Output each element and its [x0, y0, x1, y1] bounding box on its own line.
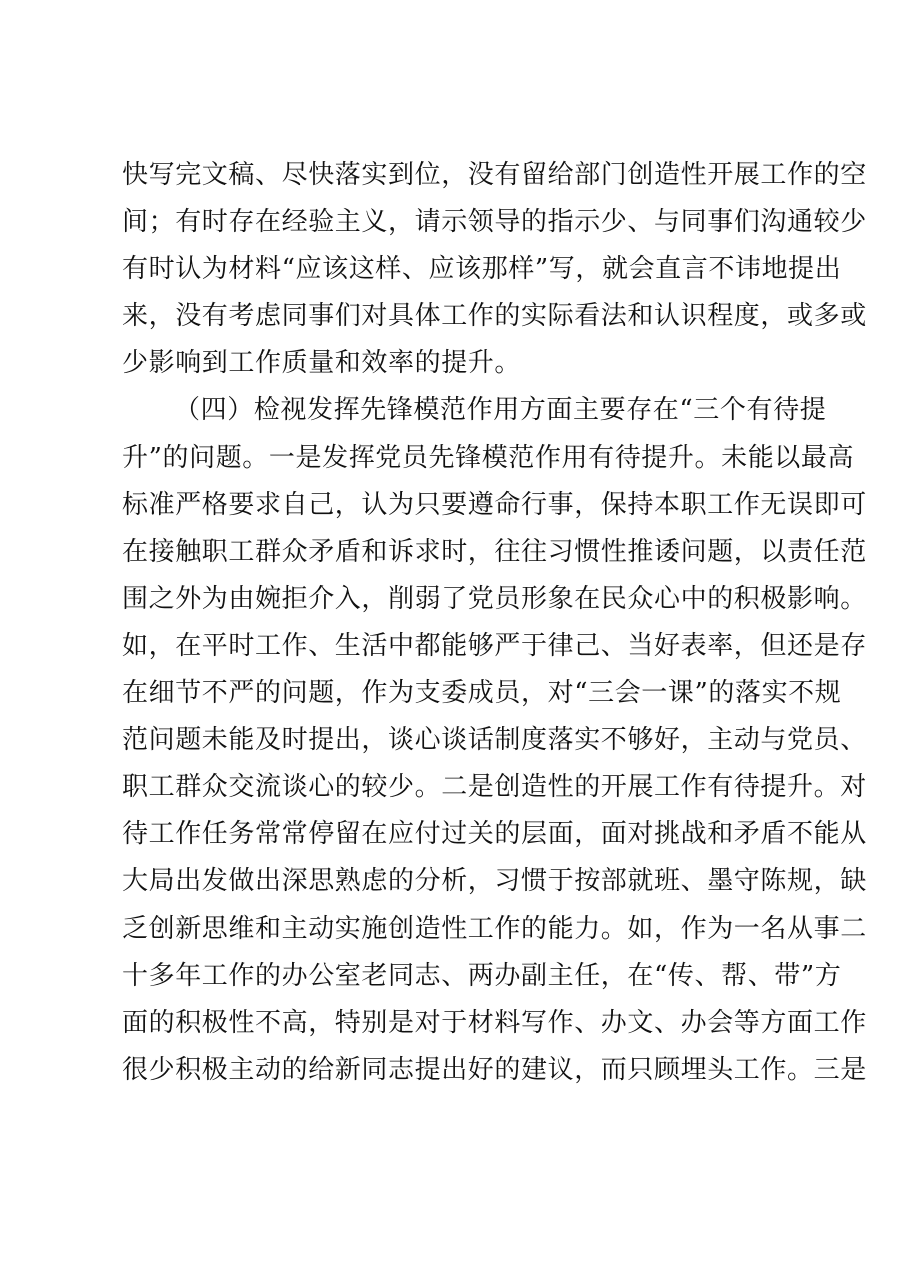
text-line: 在接触职工群众矛盾和诉求时，往往习惯性推诿问题，以责任范: [122, 536, 867, 567]
text-line: 如，在平时工作、生活中都能够严于律己、当好表率，但还是存: [122, 630, 867, 661]
text-line: 范问题未能及时提出，谈心谈话制度落实不够好，主动与党员、: [122, 725, 867, 756]
text-line: 乏创新思维和主动实施创造性工作的能力。如，作为一名从事二: [122, 913, 867, 944]
text-line: 少影响到工作质量和效率的提升。: [122, 348, 522, 379]
text-line: 十多年工作的办公室老同志、两办副主任，在“传、帮、带”方: [122, 960, 842, 991]
text-line: 来，没有考虑同事们对具体工作的实际看法和认识程度，或多或: [122, 301, 867, 332]
section-heading-line: （四）检视发挥先锋模范作用方面主要存在“三个有待提: [174, 395, 827, 426]
text-line: 待工作任务常常停留在应付过关的层面，面对挑战和矛盾不能从: [122, 819, 867, 850]
text-line: 有时认为材料“应该这样、应该那样”写，就会直言不讳地提出: [122, 254, 842, 285]
text-line: 升”的问题。一是发挥党员先锋模范作用有待提升。未能以最高: [122, 442, 855, 473]
text-line: 标准严格要求自己，认为只要遵命行事，保持本职工作无误即可: [122, 489, 867, 520]
text-line: 职工群众交流谈心的较少。二是创造性的开展工作有待提升。对: [122, 772, 867, 803]
text-line: 在细节不严的问题，作为支委成员，对“三会一课”的落实不规: [122, 678, 842, 709]
text-line: 间；有时存在经验主义，请示领导的指示少、与同事们沟通较少: [122, 207, 867, 238]
text-line: 很少积极主动的给新同志提出好的建议，而只顾埋头工作。三是: [122, 1054, 867, 1085]
text-line: 大局出发做出深思熟虑的分析，习惯于按部就班、墨守陈规，缺: [122, 866, 867, 897]
body-text: [122, 152, 867, 1094]
text-line: 面的积极性不高，特别是对于材料写作、办文、办会等方面工作: [122, 1007, 867, 1038]
text-line: 围之外为由婉拒介入，削弱了党员形象在民众心中的积极影响。: [122, 583, 867, 614]
text-line: 快写完文稿、尽快落实到位，没有留给部门创造性开展工作的空: [122, 160, 867, 190]
